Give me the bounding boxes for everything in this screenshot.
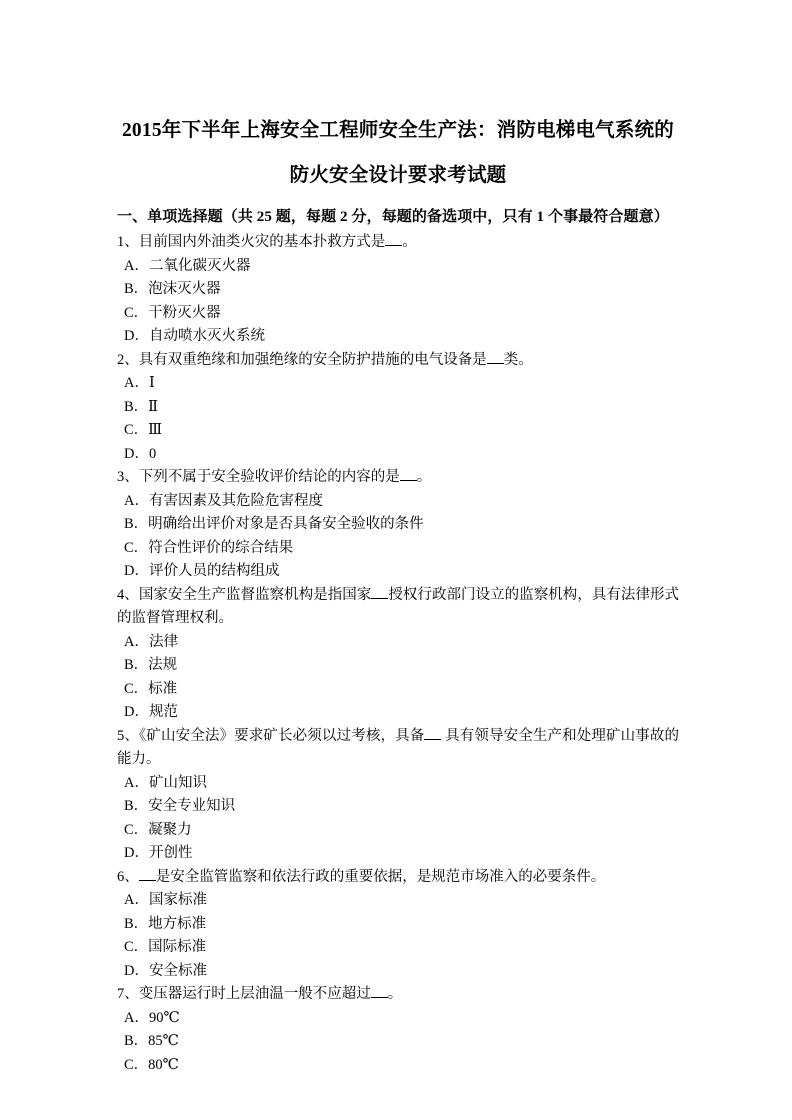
option-letter: A． [124,633,149,650]
option-text: 85℃ [148,1033,179,1049]
option-letter: B． [124,798,149,814]
option-letter: A． [124,1009,149,1026]
option-item[interactable] [117,842,679,866]
question-text-after-blank: 。 [387,986,403,1002]
question-block [117,466,679,584]
option-letter: A． [124,375,149,391]
option-text: 安全标准 [148,962,207,979]
option-item[interactable] [117,325,679,349]
option-list [117,631,679,725]
question-text-before-blank: 变压器运行时上层油温一般不应超过 [138,986,371,1002]
option-item[interactable] [117,1030,679,1054]
option-list [117,772,679,866]
option-text: 二氧化碳灭火器 [148,257,251,274]
question-text-after-blank: 。 [416,469,432,485]
option-letter: C． [124,680,149,697]
option-item[interactable] [117,701,679,725]
answer-blank [139,868,156,881]
option-text: 安全专业知识 [148,798,236,814]
option-item[interactable] [117,913,679,937]
option-item[interactable] [117,302,679,326]
option-item[interactable] [117,1054,679,1078]
option-letter: C． [124,939,149,955]
option-letter: A． [124,774,149,791]
option-letter: A． [124,492,149,509]
question-stem [117,983,679,1007]
question-number: 3、 [117,469,139,485]
option-text: 国际标准 [148,939,207,955]
option-item[interactable] [117,631,679,655]
question-stem [117,231,679,255]
questions-list [117,231,679,1077]
option-item[interactable] [117,537,679,561]
option-letter: C． [124,821,149,838]
option-item[interactable] [117,654,679,678]
question-text-before-blank: 具有双重绝缘和加强绝缘的安全防护措施的电气设备是 [138,351,487,368]
question-text-after-blank: 是安全监管监察和依法行政的重要依据，是规范市场准入的必要条件。 [155,868,606,885]
option-item[interactable] [117,396,679,420]
question-stem [117,466,679,490]
answer-blank [371,985,388,998]
question-block [117,584,679,725]
option-text: 法规 [148,657,178,673]
option-list [117,889,679,983]
option-letter: B． [124,915,149,932]
option-text: 凝聚力 [148,821,192,838]
question-block [117,866,679,984]
option-letter: A． [124,892,149,908]
option-letter: C． [124,304,149,321]
option-item[interactable] [117,960,679,984]
option-letter: A． [124,257,149,274]
option-letter: C． [124,422,149,438]
question-text-before-blank: 《矿山安全法》要求矿长必须以过考核，具备 [139,727,425,744]
option-text: Ⅱ [148,398,159,415]
option-text: 国家标准 [148,892,207,908]
option-item[interactable] [117,372,679,396]
option-text: 标准 [148,680,178,697]
option-item[interactable] [117,443,679,467]
option-text: 80℃ [148,1056,179,1073]
question-number: 2、 [117,351,139,368]
option-letter: B． [124,657,149,673]
option-letter: C． [124,539,149,556]
answer-blank [400,468,417,481]
question-stem [117,584,679,631]
question-block [117,349,679,467]
option-text: 法律 [148,633,178,650]
question-block [117,231,679,349]
option-letter: D． [124,328,149,344]
question-text-after-blank: 授权行政部门设立的监察机构，具有法律形式的监督管理权利。 [117,586,680,626]
answer-blank [371,586,388,599]
answer-blank [424,727,441,740]
option-letter: D． [124,962,149,979]
option-letter: D． [124,845,149,861]
question-text-after-blank: 。 [402,234,417,250]
option-list [117,490,679,584]
option-item[interactable] [117,819,679,843]
option-item[interactable] [117,772,679,796]
option-item[interactable] [117,889,679,913]
option-letter: D． [124,445,149,462]
option-text: 评价人员的结构组成 [148,563,280,579]
question-stem [117,725,679,772]
option-text: 符合性评价的综合结果 [148,539,294,556]
option-text: 0 [148,445,157,462]
answer-blank [385,233,402,246]
option-item[interactable] [117,255,679,279]
option-item[interactable] [117,936,679,960]
question-number: 1、 [117,234,139,250]
option-item[interactable] [117,560,679,584]
option-letter: B． [124,281,149,297]
option-text: 开创性 [148,845,193,861]
option-item[interactable] [117,678,679,702]
option-text: 矿山知识 [148,774,207,791]
option-text: 90℃ [148,1009,180,1026]
option-item[interactable] [117,513,679,537]
question-number: 6、 [117,868,139,885]
option-letter: D． [124,563,149,579]
question-text-after-blank: 具有领导安全生产和处理矿山事故的能力。 [117,727,680,767]
option-text: 自动喷水灭火系统 [148,328,265,344]
answer-blank [487,351,504,364]
option-text: 泡沫灭火器 [148,281,221,297]
option-item[interactable] [117,795,679,819]
option-list [117,1007,679,1078]
question-text-before-blank: 下列不属于安全验收评价结论的内容的是 [138,469,400,485]
question-number: 7、 [117,986,139,1002]
option-letter: B． [124,398,149,415]
option-item[interactable] [117,490,679,514]
option-text: 规范 [148,704,178,720]
option-item[interactable] [117,419,679,443]
option-item[interactable] [117,278,679,302]
question-block [117,983,679,1077]
document-content [117,108,679,1077]
option-letter: D． [124,704,149,720]
option-text: 干粉灭火器 [148,304,221,321]
question-text-before-blank: 目前国内外油类火灾的基本扑救方式是 [138,234,386,250]
question-text-after-blank: 类。 [503,351,533,368]
page-title: 2015年下半年上海安全工程师安全生产法：消防电梯电气系统的防火安全设计要求考试题 [121,120,674,186]
option-list [117,372,679,466]
option-item[interactable] [117,1007,679,1031]
question-number: 4、 [117,586,139,603]
option-letter: B． [124,516,149,532]
option-text: Ⅲ [148,422,163,438]
option-letter: C． [124,1056,149,1073]
option-text: Ⅰ [148,375,155,391]
question-text-before-blank: 国家安全生产监督监察机构是指国家 [138,586,372,603]
option-letter: B． [124,1033,149,1049]
option-list [117,255,679,349]
question-stem [117,866,679,890]
option-text: 地方标准 [148,915,207,932]
question-stem [117,349,679,373]
option-text: 有害因素及其危险危害程度 [148,492,323,509]
section-heading: 一、单项选择题（共 25 题，每题 2 分，每题的备选项中，只有 1 个事最符合题意） [117,209,669,225]
option-text: 明确给出评价对象是否具备安全验收的条件 [148,516,424,532]
question-number: 5、 [117,727,140,744]
question-block [117,725,679,866]
